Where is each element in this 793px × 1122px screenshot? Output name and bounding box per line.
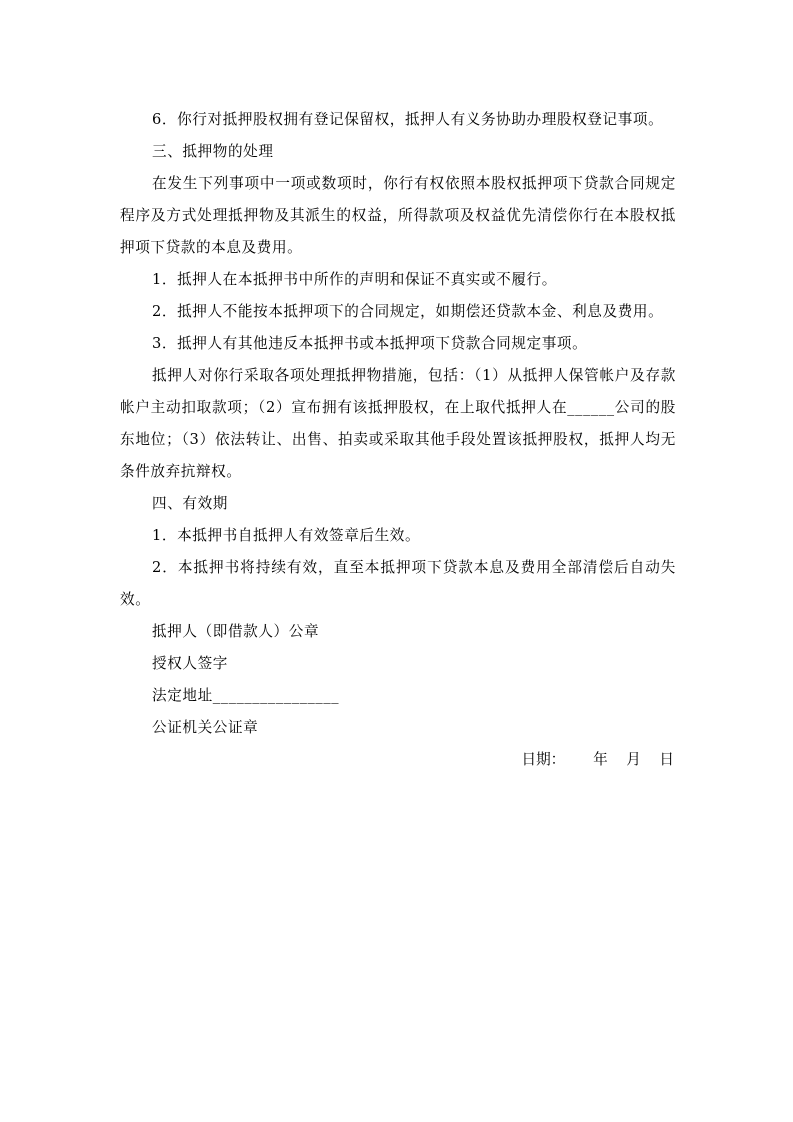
section-4-item-1: 1．本抵押书自抵押人有效签章后生效。 — [152, 527, 421, 544]
section-4-heading: 四、有效期 — [152, 495, 228, 512]
section-3-item-3: 3．抵押人有其他违反本抵押书或本抵押项下贷款合同规定事项。 — [152, 335, 588, 352]
notary-seal-label: 公证机关公证章 — [152, 719, 259, 736]
section-3-heading: 三、抵押物的处理 — [152, 143, 274, 160]
section-3-item-2: 2．抵押人不能按本抵押项下的合同规定，如期偿还贷款本金、利息及费用。 — [152, 303, 664, 320]
mortgagor-seal-label: 抵押人（即借款人）公章 — [152, 623, 320, 640]
section-3-item-1: 1．抵押人在本抵押书中所作的声明和保证不真实或不履行。 — [152, 271, 557, 288]
date-line: 日期： 年 月 日 — [521, 751, 674, 768]
section-3-measures: 抵押人对你行采取各项处理抵押物措施，包括：（1）从抵押人保管帐户及存款帐户主动扣取款项；（2）宣布拥有该抵押股权，在上取代抵押人在______公司的股东地位；（3）依法转让、出售、拍卖或采取其他手段处置该抵押股权，抵押人均无条件放弃抗辩权。 — [120, 367, 676, 480]
document-page — [120, 104, 676, 776]
authorized-signature-label: 授权人签字 — [152, 655, 228, 672]
legal-address-label: 法定地址________________ — [152, 687, 340, 704]
section-4-item-2: 2．本抵押书将持续有效，直至本抵押项下贷款本息及费用全部清偿后自动失效。 — [120, 559, 676, 608]
clause-6-registration: 6．你行对抵押股权拥有登记保留权，抵押人有义务协助办理股权登记事项。 — [152, 111, 664, 128]
section-3-intro: 在发生下列事项中一项或数项时，你行有权依照本股权抵押项下贷款合同规定程序及方式处理抵押物及其派生的权益，所得款项及权益优先清偿你行在本股权抵押项下贷款的本息及费用。 — [120, 175, 676, 256]
